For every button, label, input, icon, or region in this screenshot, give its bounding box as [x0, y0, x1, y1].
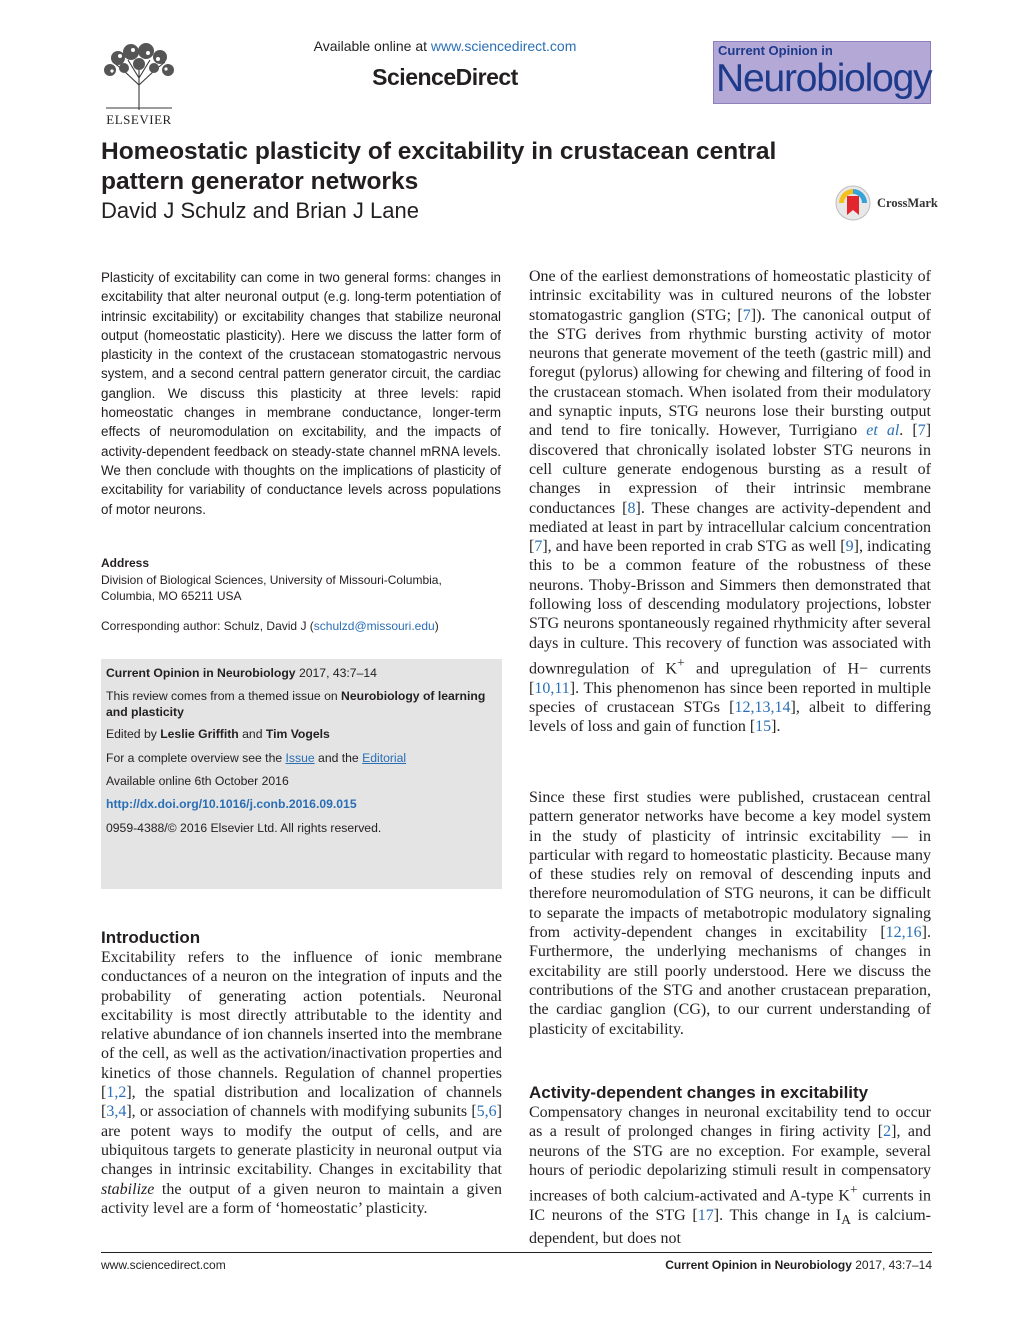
journal-banner-line1: Current Opinion in	[718, 43, 833, 58]
corresponding-email-link[interactable]: schulzd@missouri.edu	[313, 619, 435, 633]
info-citation	[106, 666, 498, 682]
info-editor2: Tim Vogels	[265, 727, 330, 741]
elsevier-logo	[98, 40, 180, 128]
info-journal-name: Current Opinion in Neurobiology	[106, 666, 296, 680]
body-paragraph-2: Since these first studies were published, crustacean central pattern generator networks have become a key model system in the study of plasticity of intrinsic excitability — in particular with regard to homeostatic plasticity. Because many of these studies rely on removal of descending inputs and therefore neuromodulation of STG neurons, it can be difficult to separate the impacts of metabotropic modulatory signaling from activity-dependent changes in excitability [12,16]. Furthermore, the underlying mechanisms of changes in excitability are still poorly understood. Here we discuss the contributions of the STG and another crustacean preparation, the cardiac ganglion (CG), to our current understanding of plasticity of excitability.	[529, 789, 931, 1038]
doi-link[interactable]: http://dx.doi.org/10.1016/j.conb.2016.09.015	[106, 797, 357, 811]
address-line2: Columbia, MO 65211 USA	[101, 589, 242, 603]
info-theme-prefix: This review comes from a themed issue on	[106, 689, 342, 703]
available-online-prefix: Available online at	[313, 38, 431, 54]
info-editor-and: and	[238, 727, 266, 741]
info-theme	[106, 689, 498, 720]
info-citation-text: 2017, 43:7–14	[295, 666, 377, 680]
crossmark-label: CrossMark	[877, 196, 938, 210]
platform-name: ScienceDirect	[372, 64, 518, 90]
address-line1: Division of Biological Sciences, University of Missouri-Columbia,	[101, 573, 442, 587]
article-info-box	[101, 659, 502, 889]
info-editor1: Leslie Griffith	[160, 727, 239, 741]
article-title: Homeostatic plasticity of excitability in crustacean central pattern generator networks	[101, 138, 777, 195]
body-paragraph-1: One of the earliest demonstrations of homeostatic plasticity of intrinsic excitability was in cultured neurons of the lobster stomatogastric ganglion (STG; [7]). The canonical output of the STG derives from rhythmic bursting activity of motor neurons that generate movement of the teeth (gastric mill) and foregut (pylorus) allowing for chewing and filtering of food in the crustacean stomach. When isolated from their modulatory and synaptic inputs, STG neurons lose their bursting output and tend to fire tonically. However, Turrigiano et al. [7] discovered that chronically isolated lobster STG neurons in cell culture generate endogenous bursting as a result of changes in expression of their intrinsic membrane conductances [8]. These changes are activity-dependent and mediated at least in part by intracellular calcium concentration [7], and have been reported in crab STG as well [9], indicating this to be a common feature of the robustness of these neurons. Thoby-Brisson and Simmers then demonstrated that following loss of descending modulatory projections, lobster STG neurons spontaneously regained rhythmicity after several days in culture. This recovery of function was associated with downregulation of K+ and upregulation of H− currents [10,11]. This phenomenon has since been reported in multiple species of crustacean STGs [12,13,14], albeit to differing levels of loss and gain of function [15].	[529, 268, 932, 736]
footer-divider	[101, 1252, 932, 1253]
journal-banner	[713, 41, 931, 104]
editorial-link[interactable]: Editorial	[362, 751, 407, 765]
address-block	[101, 572, 501, 604]
introduction-paragraph: Excitability refers to the influence of ionic membrane conductances of a neuron on the integration of inputs and the probability of generating action potentials. Neuronal excitability is most directly attributable to the identity and relative abundance of ion channels inserted into the membrane of the cell, as well as the activation/inactivation properties and kinetics of those channels. Regulation of channel properties [1,2], the spatial distribution and localization of channels [3,4], or association of channels with modifying subunits [5,6] are potent ways to modify the output of cells, and are ubiquitous targets to generate plasticity in neuronal output via changes in intrinsic excitability. Changes in excitability that stabilize the output of a given neuron to maintain a given activity level are a form of ‘homeostatic’ plasticity.	[101, 949, 502, 1217]
address-heading: Address	[101, 556, 150, 570]
issue-link[interactable]: Issue	[285, 751, 315, 765]
info-overview-prefix: For a complete overview see the	[106, 751, 286, 765]
crossmark-icon	[835, 185, 871, 221]
info-copyright: 0959-4388/© 2016 Elsevier Ltd. All rights reserved.	[106, 821, 382, 835]
article-authors: David J Schulz and Brian J Lane	[101, 198, 419, 223]
corresponding-author	[101, 619, 501, 633]
journal-banner-line2: Neurobiology	[716, 57, 932, 100]
info-overview	[106, 751, 498, 767]
footer-journal: Current Opinion in Neurobiology	[665, 1258, 852, 1272]
footer-url: www.sciencedirect.com	[101, 1258, 226, 1272]
elsevier-wordmark: ELSEVIER	[106, 112, 172, 127]
available-online-line	[300, 38, 590, 54]
sciencedirect-url-link[interactable]: www.sciencedirect.com	[430, 38, 577, 54]
info-doi	[106, 797, 498, 813]
info-editors	[106, 727, 498, 743]
info-available: Available online 6th October 2016	[106, 774, 289, 788]
abstract: Plasticity of excitability can come in two general forms: changes in excitability that alter neuronal output (e.g. long-term potentiation of intrinsic excitability) or excitability changes that stabilize neuronal output (homeostatic plasticity). Here we discuss the latter form of plasticity in the context of the crustacean stomatogastric nervous system, and a second central pattern generator circuit, the cardiac ganglion. We discuss this plasticity at three levels: rapid homeostatic changes in membrane conductance, longer-term effects of neuromodulation on excitability, and the impacts of activity-dependent feedback on steady-state channel mRNA levels. We then conclude with thoughts on the implications of plasticity of excitability for variability of conductance levels across populations of motor neurons.	[101, 270, 501, 517]
footer-citation	[665, 1258, 932, 1272]
section-heading-activity-dependent: Activity-dependent changes in excitability	[529, 1083, 869, 1102]
activity-paragraph: Compensatory changes in neuronal excitability tend to occur as a result of prolonged changes in firing activity [2], and neurons of the STG are no exception. For example, several hours of periodic depolarizing stimuli result in compensatory increases of both calcium-activated and A-type K+ currents in IC neurons of the STG [17]. This change in $I_A$ is calcium-dependent, but does not	[529, 1104, 932, 1248]
info-theme-name: Neurobiology of learning and plasticity	[106, 689, 486, 719]
footer-citation-text: 2017, 43:7–14	[851, 1258, 932, 1272]
corresponding-prefix: Corresponding author: Schulz, David J (	[101, 619, 314, 633]
crossmark-badge[interactable]	[835, 185, 938, 221]
section-heading-introduction: Introduction	[101, 928, 201, 947]
info-overview-and: and the	[314, 751, 363, 765]
info-edited-prefix: Edited by	[106, 727, 161, 741]
elsevier-tree-icon	[98, 40, 180, 112]
corresponding-suffix: )	[434, 619, 439, 633]
